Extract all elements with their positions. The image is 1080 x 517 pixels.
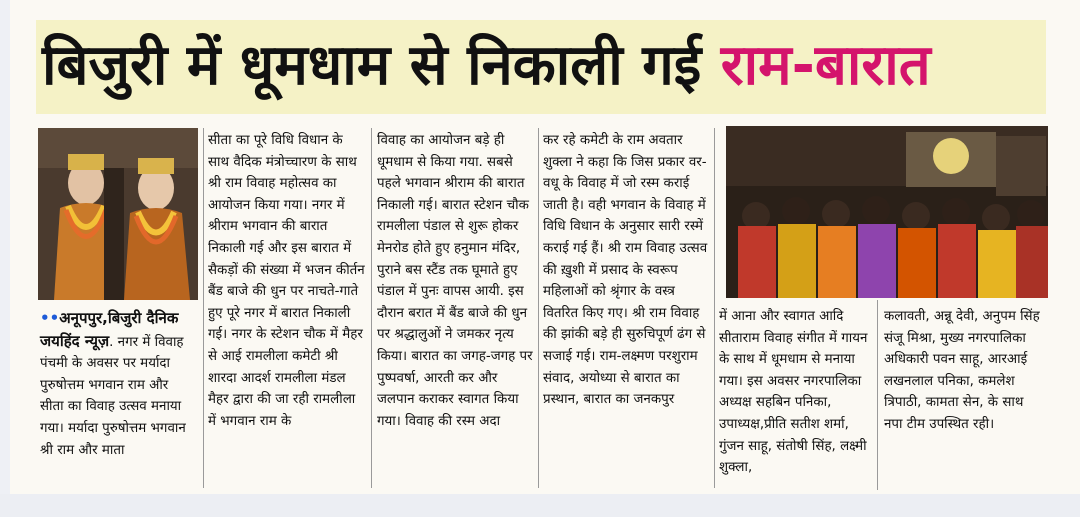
headline bbox=[42, 26, 931, 106]
article-column-5 bbox=[719, 306, 871, 479]
headline-main: बिजुरी में धूमधाम से निकाली गई bbox=[42, 33, 721, 98]
column-rule bbox=[371, 128, 372, 488]
article-text: कलावती, अन्नू देवी, अनुपम सिंह संजू मिश्रा, मुख्य नगरपालिका अधिकारी पवन साहू, आरआई लखनलाल पनिका, कमलेश त्रिपाठी, कामता सेन, के साथ नपा टीम उपस्थित रही। bbox=[884, 309, 1040, 432]
photo-ram-sita bbox=[38, 128, 198, 300]
article-text: सीता का पूरे विधि विधान के साथ वैदिक मंत्रोच्चारण के साथ श्री राम विवाह महोत्सव का आयोजन किया गया। नगर में श्रीराम भगवान की बारात निकाली गई और इस बारात में सैकड़ों की संख्या में भजन कीर्तन बैंड बाजे की धुन पर नाचते-गाते हुए पूरे नगर में बारात निकाली गई। नगर के स्टेशन चौक में मैहर से आई रामलीला कमेटी श्री शारदा आदर्श रामलीला मंडल मैहर द्वारा की जा रही रामलीला में भगवान राम के bbox=[208, 133, 365, 429]
left-page-edge bbox=[0, 0, 10, 517]
headline-banner bbox=[36, 20, 1046, 114]
article-text: विवाह का आयोजन बड़े ही धूमधाम से किया गया. सबसे पहले भगवान श्रीराम की बारात निकाली गई। बारात स्टेशन चौक रामलीला पंडाल से शुरू होकर मेनरोड होते हुए हनुमान मंदिर, पुराने बस स्टैंड तक घूमाते हुए पंडाल में पुनः वापस आयी. इस दौरान बरात में बैंड बाजे की धुन पर श्रद्धालुओं ने जमकर नृत्य किया। बारात का जगह-जगह पर पुष्पवर्षा, आरती कर और जलपान कराकर स्वागत किया गया। विवाह की रस्म अदा bbox=[377, 133, 533, 429]
photo-audience bbox=[726, 126, 1048, 298]
bottom-page-edge bbox=[0, 494, 1080, 517]
article-text: में आना और स्वागत आदि सीताराम विवाह संगीत में गायन के साथ में धूमधाम से मनाया गया। इस अवसर नगरपालिका अध्यक्ष सहबिन पनिका, उपाध्यक्ष,प्रीति सतीश शर्मा, गुंजन साहू, संतोषी सिंह, लक्ष्मी शुक्ला, bbox=[719, 309, 868, 476]
article-column-3 bbox=[377, 130, 533, 432]
dateline-text: अनूपपुर,बिजुरी दैनिक जयहिंद न्यूज़ bbox=[40, 309, 179, 350]
article-column-6 bbox=[884, 306, 1044, 436]
photo-audience-image bbox=[726, 126, 1048, 298]
column-rule bbox=[714, 128, 715, 488]
dateline-bullets-icon: •• bbox=[40, 309, 60, 327]
column-rule bbox=[203, 128, 204, 488]
headline-accent: राम-बारात bbox=[720, 33, 931, 98]
article-text: कर रहे कमेटी के राम अवतार शुक्ला ने कहा कि जिस प्रकार वर-वधू के विवाह में जो रस्म कराई जाती है। वही भगवान के विवाह में विधि विधान के अनुसार सारी रस्में कराई गई हैं। श्री राम विवाह उत्सव की ख़ुशी में प्रसाद के स्वरूप महिलाओं को श्रृंगार के वस्त्र वितरित किए गए। श्री राम विवाह की झांकी बड़े ही सुरुचिपूर्ण ढंग से सजाई गई। राम-लक्ष्मण परशुराम संवाद, अयोध्या से बारात का प्रस्थान, बारात का जनकपुर bbox=[543, 133, 708, 408]
article-text: . नगर में विवाह पंचमी के अवसर पर मर्यादा पुरुषोत्तम भगवान राम और सीता का विवाह उत्सव मनाया गया। मर्यादा पुरुषोत्तम भगवान श्री राम और माता bbox=[40, 334, 186, 458]
column-rule bbox=[877, 300, 878, 490]
photo-ram-sita-image bbox=[38, 128, 198, 300]
column-rule bbox=[538, 128, 539, 488]
article-column-1 bbox=[40, 308, 196, 461]
article-column-4 bbox=[543, 130, 709, 411]
article-column-2 bbox=[208, 130, 366, 432]
